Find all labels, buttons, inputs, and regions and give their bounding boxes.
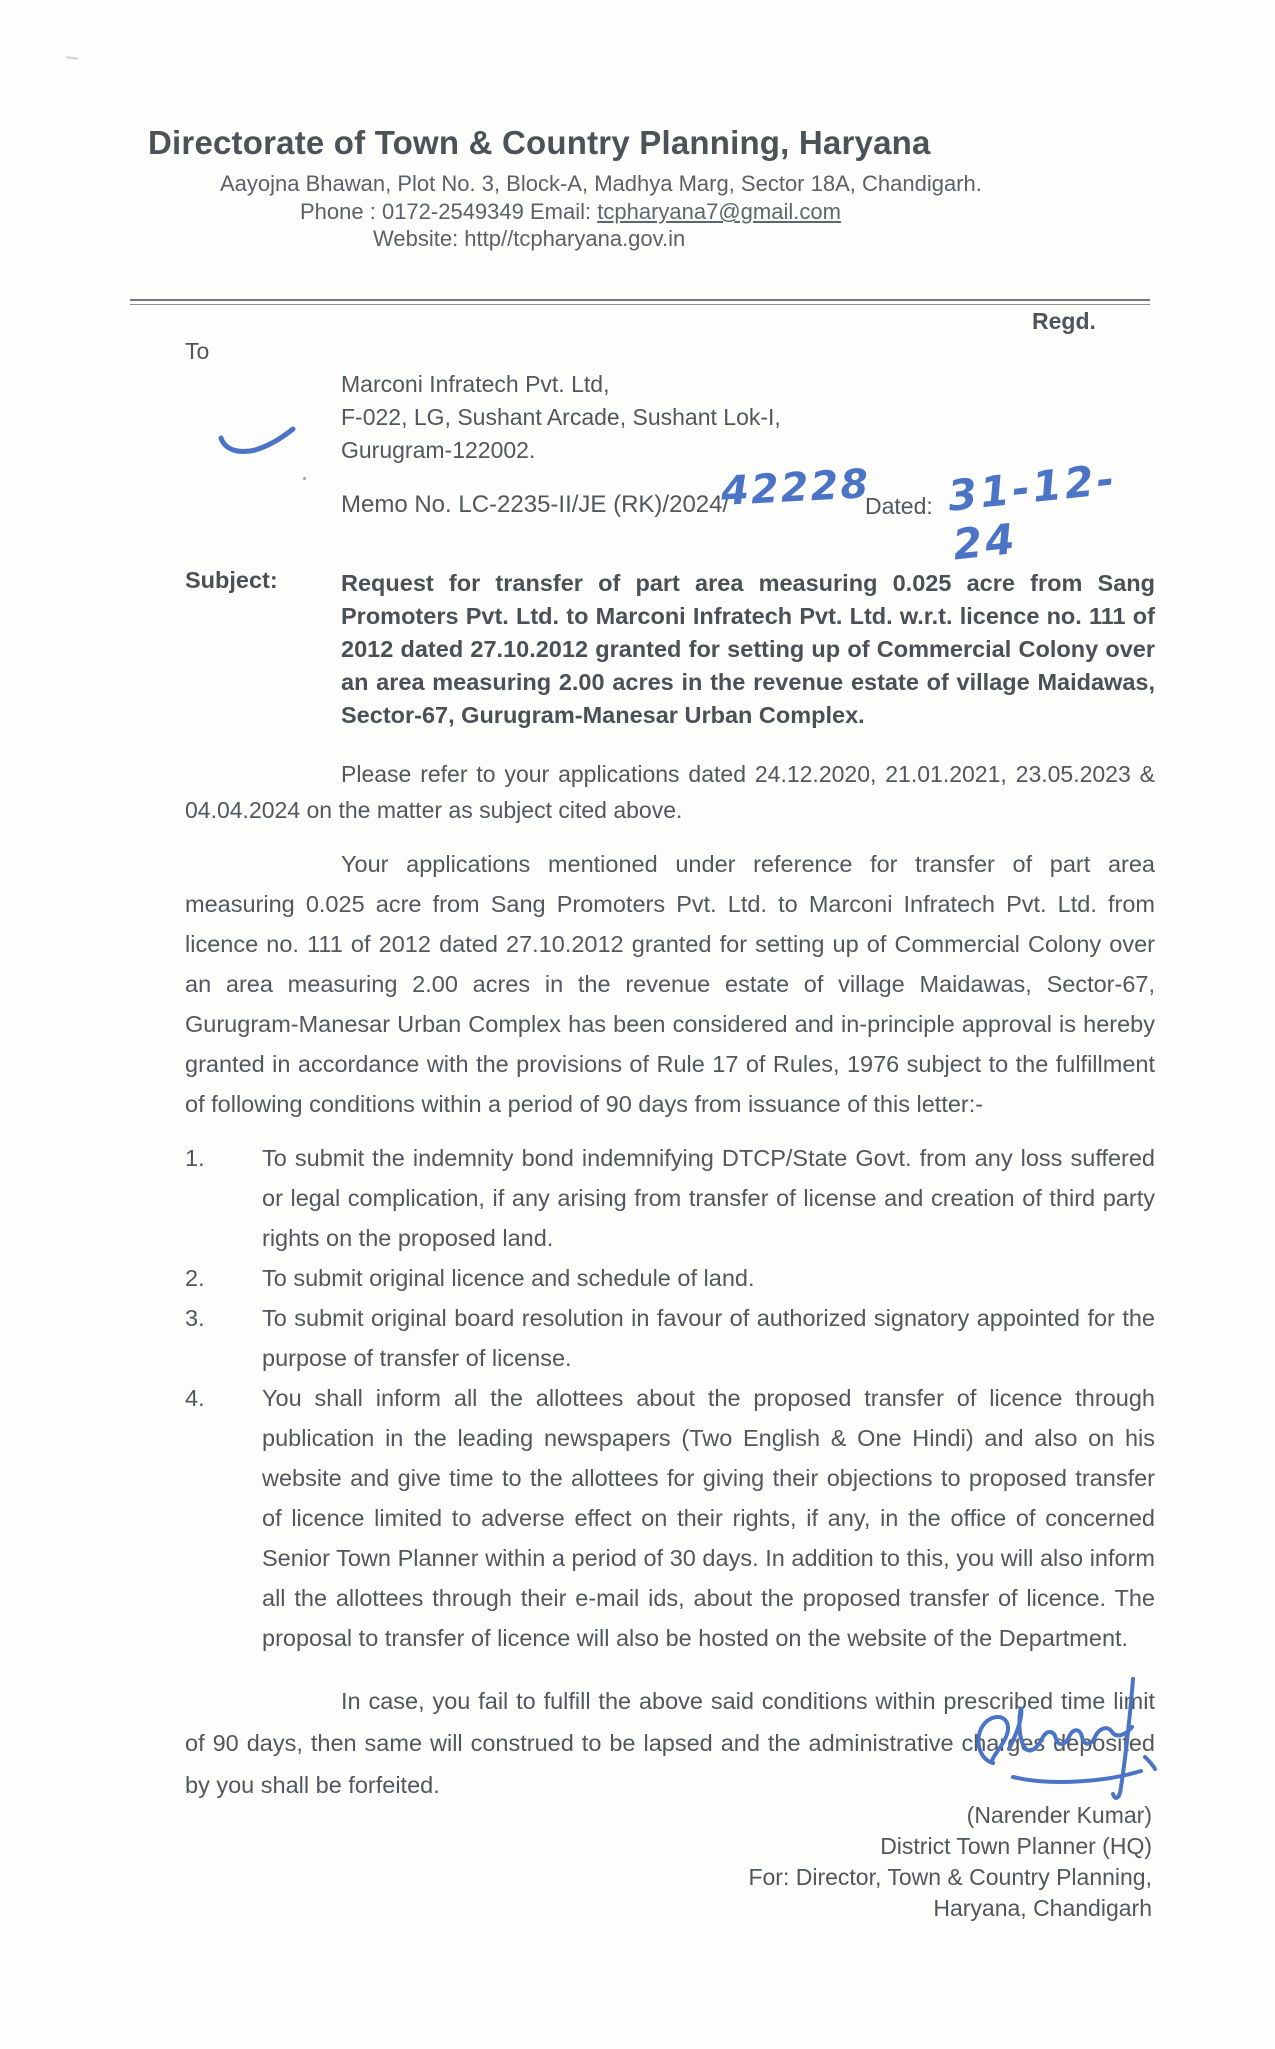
regd-label: Regd. (1032, 308, 1096, 334)
recipient-line: Gurugram-122002. (341, 437, 536, 463)
list-item (185, 1378, 1155, 1658)
recipient-line: Marconi Infratech Pvt. Ltd, (341, 371, 610, 397)
recipient-address (341, 368, 1155, 467)
conditions-list (185, 1138, 1155, 1658)
list-item-text: You shall inform all the allottees about the proposed transfer of licence through publication in the leading newspapers (Two English & One Hindi) and also on his website and give time to the allottees for giving their objections to proposed transfer of licence limited to adverse effect on their rights, if any, in the office of concerned Senior Town Planner within a period of 30 days. In addition to this, you will also inform all the allottees through their e-mail ids, about the proposed transfer of licence. The proposal to transfer of licence will also be hosted on the website of the Department. (262, 1385, 1155, 1651)
header-email-label: Email: (530, 199, 592, 224)
signature-icon (955, 1665, 1170, 1815)
list-item-number: 4. (185, 1385, 205, 1411)
list-item-number: 3. (185, 1305, 205, 1331)
letter-body (185, 338, 1155, 1806)
closing-paragraph: In case, you fail to fulfill the above said conditions within prescribed time limit of 90 days, then same will construed to be lapsed and the administrative charges deposited by you shall be forfeited. (185, 1688, 1155, 1798)
memo-number-label: Memo No. LC-2235-II/JE (RK)/2024/ (341, 491, 730, 518)
list-item (185, 1298, 1155, 1378)
approval-paragraph: Your applications mentioned under reference for transfer of part area measuring 0.025 acre from Sang Promoters Pvt. Ltd. to Marconi Infratech Pvt. Ltd. from licence no. 111 of 2012 dated 27.10.2012 granted for setting up of Commercial Colony over an area measuring 2.00 acres in the revenue estate of village Maidawas, Sector-67, Gurugram-Manesar Urban Complex has been considered and in-principle approval is hereby granted in accordance with the provisions of Rule 17 of Rules, 1976 subject to the fulfillment of following conditions within a period of 90 days from issuance of this letter:- (185, 851, 1155, 1117)
page-title: Directorate of Town & Country Planning, Haryana (148, 124, 931, 161)
list-item (185, 1258, 1155, 1298)
header-phone: Phone : 0172-2549349 (300, 199, 524, 224)
list-item-text: To submit the indemnity bond indemnifying DTCP/State Govt. from any loss suffered or legal complication, if any arising from transfer of license and creation of third party rights on the proposed land. (262, 1145, 1155, 1251)
signature-block (748, 1800, 1152, 1924)
to-label: To (185, 338, 210, 364)
list-item (185, 1138, 1155, 1258)
memo-row (185, 454, 1155, 570)
list-item-number: 2. (185, 1265, 205, 1291)
reference-paragraph: Please refer to your applications dated 24.12.2020, 21.01.2021, 23.05.2023 & 04.04.2024 on the matter as subject cited above. (185, 761, 1155, 823)
list-item-number: 1. (185, 1145, 205, 1171)
scan-artifact (66, 56, 78, 60)
signatory-designation: District Town Planner (HQ) (880, 1833, 1152, 1859)
header-email: tcpharyana7@gmail.com (597, 199, 841, 224)
subject-label: Subject: (185, 567, 278, 593)
signatory-name: (Narender Kumar) (966, 1802, 1152, 1828)
checkmark-icon (215, 420, 299, 464)
header-website-line: Website: http//tcpharyana.gov.in (373, 226, 686, 251)
signatory-for-line: For: Director, Town & Country Planning, (748, 1864, 1152, 1890)
list-item-text: To submit original licence and schedule of land. (262, 1265, 755, 1291)
dated-label: Dated: (865, 493, 933, 519)
header-divider (130, 299, 1150, 305)
scan-artifact (303, 477, 306, 480)
memo-number-handwritten: 42228 (719, 461, 872, 515)
list-item-text: To submit original board resolution in favour of authorized signatory appointed for the purpose of transfer of license. (262, 1305, 1155, 1371)
recipient-line: F-022, LG, Sushant Arcade, Sushant Lok-I, (341, 404, 781, 430)
signatory-org-line: Haryana, Chandigarh (933, 1895, 1152, 1921)
header-contact-line (300, 199, 841, 225)
header-address-line: Aayojna Bhawan, Plot No. 3, Block-A, Madhya Marg, Sector 18A, Chandigarh. (220, 171, 982, 196)
dated-handwritten: 31-12-24 (945, 454, 1120, 570)
subject-text: Request for transfer of part area measuring 0.025 acre from Sang Promoters Pvt. Ltd. to Marconi Infratech Pvt. Ltd. w.r.t. licence no. 111 of 2012 dated 27.10.2012 granted for setting up of Commercial Colony over an area measuring 2.00 acres in the revenue estate of village Maidawas, Sector-67, Gurugram-Manesar Urban Complex. (341, 570, 1155, 728)
subject-row (185, 567, 1155, 732)
